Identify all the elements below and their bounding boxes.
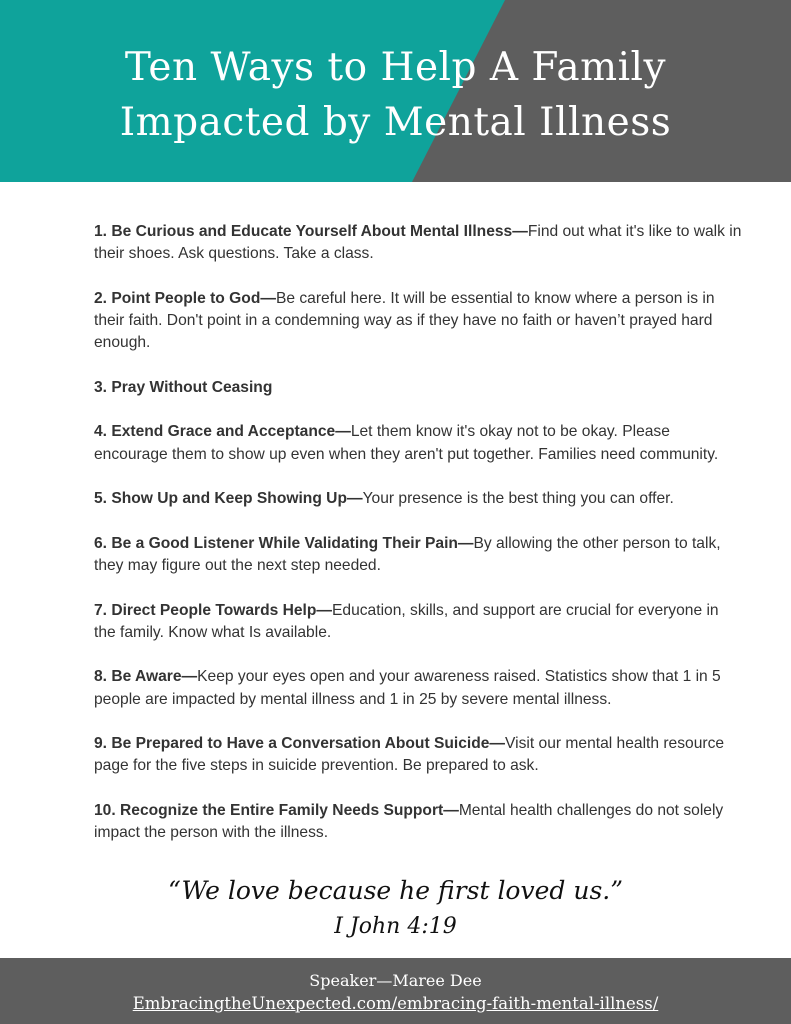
quote-reference: I John 4:19 <box>334 914 457 939</box>
list-item <box>94 800 744 844</box>
item-heading: 8. Be Aware— <box>94 668 198 686</box>
item-heading: 3. Pray Without Ceasing <box>94 378 273 396</box>
list-item <box>94 221 744 265</box>
list-item <box>94 488 744 510</box>
item-heading: 2. Point People to God— <box>94 289 276 307</box>
item-body: Mental health challenges do not solely impact the person with the illness. <box>94 801 724 842</box>
item-heading: 7. Direct People Towards Help— <box>94 601 333 619</box>
page-title <box>0 40 791 150</box>
item-heading: 9. Be Prepared to Have a Conversation About Suicide— <box>94 735 506 753</box>
item-body: Be careful here. It will be essential to know where a person is in their faith. Don't point in a condemning way as if they have no faith or haven’t prayed hard enough. <box>94 289 715 352</box>
list-item <box>94 600 744 644</box>
item-heading: 4. Extend Grace and Acceptance— <box>94 423 351 441</box>
website-link[interactable]: EmbracingtheUnexpected.com/embracing-faith-mental-illness/ <box>132 994 659 1013</box>
page-title-line-2: Impacted by Mental Illness <box>119 100 672 145</box>
item-body: Find out what it's like to walk in their shoes. Ask questions. Take a class. <box>94 223 742 263</box>
item-body: Let them know it's okay not to be okay. Please encourage them to show up even when they aren't put together. Families need community. <box>94 423 719 463</box>
item-body: Your presence is the best thing you can offer. <box>362 490 674 508</box>
scripture-quote <box>0 872 791 944</box>
item-body: By allowing the other person to talk, they may figure out the next step needed. <box>94 534 721 574</box>
header-banner <box>0 0 791 182</box>
list-item <box>94 533 744 577</box>
list-item <box>94 666 744 710</box>
item-heading: 10. Recognize the Entire Family Needs Support— <box>94 801 459 819</box>
list-item <box>94 733 744 777</box>
item-body: Visit our mental health resource page for the five steps in suicide prevention. Be prepared to ask. <box>94 735 725 775</box>
item-heading: 1. Be Curious and Educate Yourself About Mental Illness— <box>94 223 528 240</box>
item-body: Education, skills, and support are crucial for everyone in the family. Know what Is available. <box>94 601 719 641</box>
quote-text: “We love because he first loved us.” <box>167 876 624 905</box>
speaker-credit: Speaker—Maree Dee <box>309 971 482 990</box>
list-item <box>94 377 744 399</box>
page-title-line-1: Ten Ways to Help A Family <box>124 45 667 90</box>
list-item <box>94 421 744 465</box>
item-body: Keep your eyes open and your awareness raised. Statistics show that 1 in 5 people are impacted by mental illness and 1 in 25 by severe mental illness. <box>94 668 721 708</box>
tips-list <box>94 221 744 867</box>
footer <box>0 958 791 1024</box>
item-heading: 5. Show Up and Keep Showing Up— <box>94 490 363 508</box>
item-heading: 6. Be a Good Listener While Validating Their Pain— <box>94 534 474 552</box>
list-item <box>94 288 744 355</box>
